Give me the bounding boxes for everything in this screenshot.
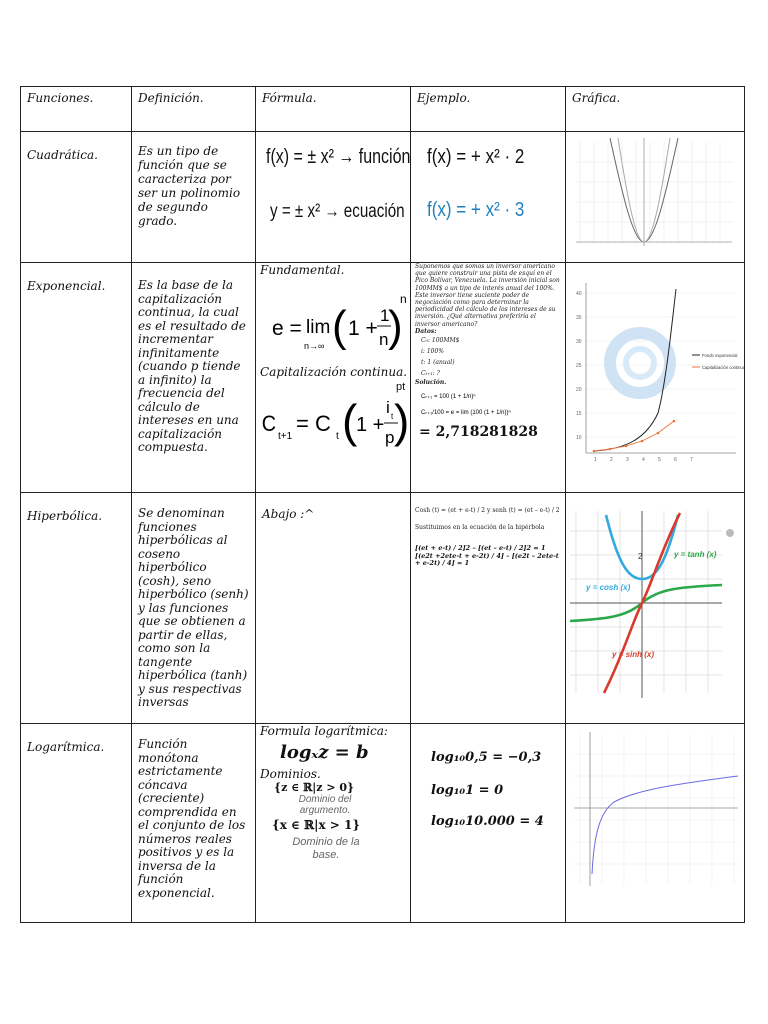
svg-text:Cₜ₊₁/100 = e = lim (100 (1 + 1: Cₜ₊₁/100 = e = lim (100 (1 + 1/n))ⁿ [421, 410, 511, 417]
graph-cell [566, 724, 745, 923]
formula-cell [256, 724, 411, 923]
svg-text:n: n [400, 292, 407, 306]
exponent-pt: pt [396, 381, 406, 393]
datos-item: t: 1 (anual) [421, 359, 455, 367]
label-tanh: y = tanh (x) [674, 550, 717, 559]
header-definicion: Definición. [132, 87, 256, 132]
function-name: Cuadrática. [21, 132, 132, 263]
formula-funcion: f(x) = ± x² → función [266, 146, 411, 168]
svg-text:40: 40 [576, 291, 582, 297]
legend-continuous: Capitalización continua [702, 365, 746, 370]
formula-ecuacion: y = ± x² → ecuación [270, 201, 405, 222]
svg-text:(: ( [332, 302, 347, 351]
example-2: f(x) = + x² · 3 [427, 199, 525, 221]
domain-argument-caption: Dominio del argumento. [298, 794, 352, 816]
table-row-cuadratica [21, 132, 745, 263]
svg-text:t: t [336, 431, 339, 442]
datos-item: Cₜ₊₁: ? [421, 370, 440, 378]
domain-argument: {z ∈ ℝ|z > 0} [274, 781, 355, 794]
legend-exponential: Fondo exponencial [702, 353, 738, 358]
example-cell [411, 724, 566, 923]
log-example-2: log₁₀1 = 0 [431, 783, 504, 798]
svg-text:4: 4 [642, 457, 645, 463]
svg-text:n: n [379, 330, 389, 349]
svg-text:(: ( [342, 395, 358, 447]
logarithm-graph [566, 724, 745, 908]
log-example-3: log₁₀10.000 = 4 [431, 814, 544, 829]
solucion-label: Solución. [415, 379, 447, 387]
exponential-graph [566, 263, 745, 479]
formula-cell [256, 263, 411, 493]
formula-capitalizacion [260, 383, 410, 463]
result-e: = 2,718281828 [419, 424, 538, 441]
header-funciones: Funciones. [21, 87, 132, 132]
formula-note: Abajo :^ [256, 493, 411, 724]
svg-text:30: 30 [576, 339, 582, 345]
example-1: f(x) = + x² · 2 [427, 146, 525, 168]
svg-text:t+1: t+1 [278, 431, 293, 442]
example-line-1: Cosh (t) = (et + e-t) / 2 y senh (t) = (et – e-t) / 2 [415, 507, 560, 514]
svg-text:): ) [394, 395, 410, 447]
example-cell [411, 493, 566, 724]
svg-text:i: i [386, 398, 390, 417]
graph-tick-2: 2 [638, 552, 643, 561]
function-name: Hiperbólica. [21, 493, 132, 724]
example-problem: Suponemos que somos un inversor americano que quiere construir una pista de esquí en el Pico Bolívar, Venezuela. La inversión inicial son 100MM$ a un tipo de interés anual del 100%. Este inversor tiene suciente poder de negociación como para determinar la periodicidad del cálculo de los intereses de su inversión. ¿Qué alternativa preferiría el inversor americano? [415, 263, 560, 328]
svg-text:n→∞: n→∞ [304, 341, 325, 351]
svg-text:5: 5 [658, 457, 661, 463]
svg-text:25: 25 [576, 363, 582, 369]
datos-label: Datos: [415, 327, 437, 335]
example-cell [411, 132, 566, 263]
formula-log: logₓz = b [280, 742, 369, 763]
label-sinh: y = sinh (x) [612, 650, 655, 659]
domain-base-caption: Dominio de la base. [292, 836, 360, 861]
svg-text:7: 7 [690, 457, 693, 463]
svg-text:): ) [388, 302, 403, 351]
svg-text:6: 6 [674, 457, 677, 463]
functions-table [20, 86, 745, 923]
label-capitalizacion: Capitalización continua. [260, 365, 408, 379]
svg-text:20: 20 [576, 387, 582, 393]
hyperbolic-graph [566, 493, 745, 709]
svg-text:2: 2 [610, 457, 613, 463]
function-definition: Es la base de la capitalización continua, la cual es el resultado de incrementar infinitamente (cuando p tiende a infinito) la frecuencia del cálculo de intereses en una capitalización compuesta. [132, 263, 256, 493]
function-name: Logarítmica. [21, 724, 132, 923]
svg-text:35: 35 [576, 315, 582, 321]
graph-cell [566, 263, 745, 493]
svg-text:1 +: 1 + [348, 317, 378, 340]
svg-text:t: t [391, 412, 394, 421]
svg-text:10: 10 [576, 435, 582, 441]
example-line-3: [(et + e-t) / 2]2 – [(et – e-t) / 2]2 = 1 [415, 544, 546, 553]
datos-item: C₀: 100MM$ [421, 337, 460, 345]
label-cosh: y = cosh (x) [586, 583, 631, 592]
table-row-exponencial [21, 263, 745, 493]
label-formula-log: Formula logarítmica: [260, 724, 388, 738]
table-row-hiperbolica [21, 493, 745, 724]
label-fundamental: Fundamental. [260, 263, 345, 277]
parabola-graph [566, 132, 745, 252]
function-definition: Es un tipo de función que se caracteriza por ser un polinomio de segundo grado. [132, 132, 256, 263]
svg-text:= C: = C [296, 411, 331, 436]
example-line-2: Sustituimos en la ecuación de la hipérbola [415, 524, 545, 532]
function-definition: Se denominan funciones hiperbólicas al coseno hiperbólico (cosh), seno hiperbólico (senh) y las funciones que se obtienen a partir de ellas, como son la tangente hiperbólica (tanh) y sus respectivas inversas [132, 493, 256, 724]
header-formula: Fórmula. [256, 87, 411, 132]
graph-cell [566, 132, 745, 263]
table-header-row [21, 87, 745, 132]
svg-text:p: p [385, 428, 395, 447]
svg-text:1: 1 [594, 457, 597, 463]
datos-item: i: 100% [421, 348, 445, 356]
domain-base: {x ∈ ℝ|x > 1} [272, 818, 361, 832]
header-ejemplo: Ejemplo. [411, 87, 566, 132]
svg-text:Cₜ₊₁ = 100 (1 + 1/n)ⁿ: Cₜ₊₁ = 100 (1 + 1/n)ⁿ [421, 394, 476, 401]
svg-text:C: C [261, 412, 277, 437]
table-row-logaritmica [21, 724, 745, 923]
solution-formulas [415, 386, 561, 424]
label-dominios: Dominios. [260, 767, 321, 781]
header-grafica: Gráfica. [566, 87, 745, 132]
svg-text:lim: lim [306, 317, 331, 338]
example-cell [411, 263, 566, 493]
graph-cell [566, 493, 745, 724]
example-line-4: [(e2t +2ete-t + e-2t) / 4] – [(e2t – 2ete-t + e-2t) / 4] = 1 [415, 551, 559, 568]
svg-text:1: 1 [380, 306, 390, 325]
svg-text:15: 15 [576, 411, 582, 417]
function-name: Exponencial. [21, 263, 132, 493]
log-example-1: log₁₀0,5 = −0,3 [431, 750, 542, 765]
function-definition: Función monótona estrictamente cóncava (creciente) comprendida en el conjunto de los números reales positivos y es la inversa de la función exponencial. [132, 724, 256, 923]
formula-e-limit [260, 289, 406, 361]
svg-text:e =: e = [272, 317, 302, 340]
svg-text:3: 3 [626, 457, 629, 463]
formula-cell [256, 132, 411, 263]
svg-text:1 +: 1 + [356, 414, 385, 436]
